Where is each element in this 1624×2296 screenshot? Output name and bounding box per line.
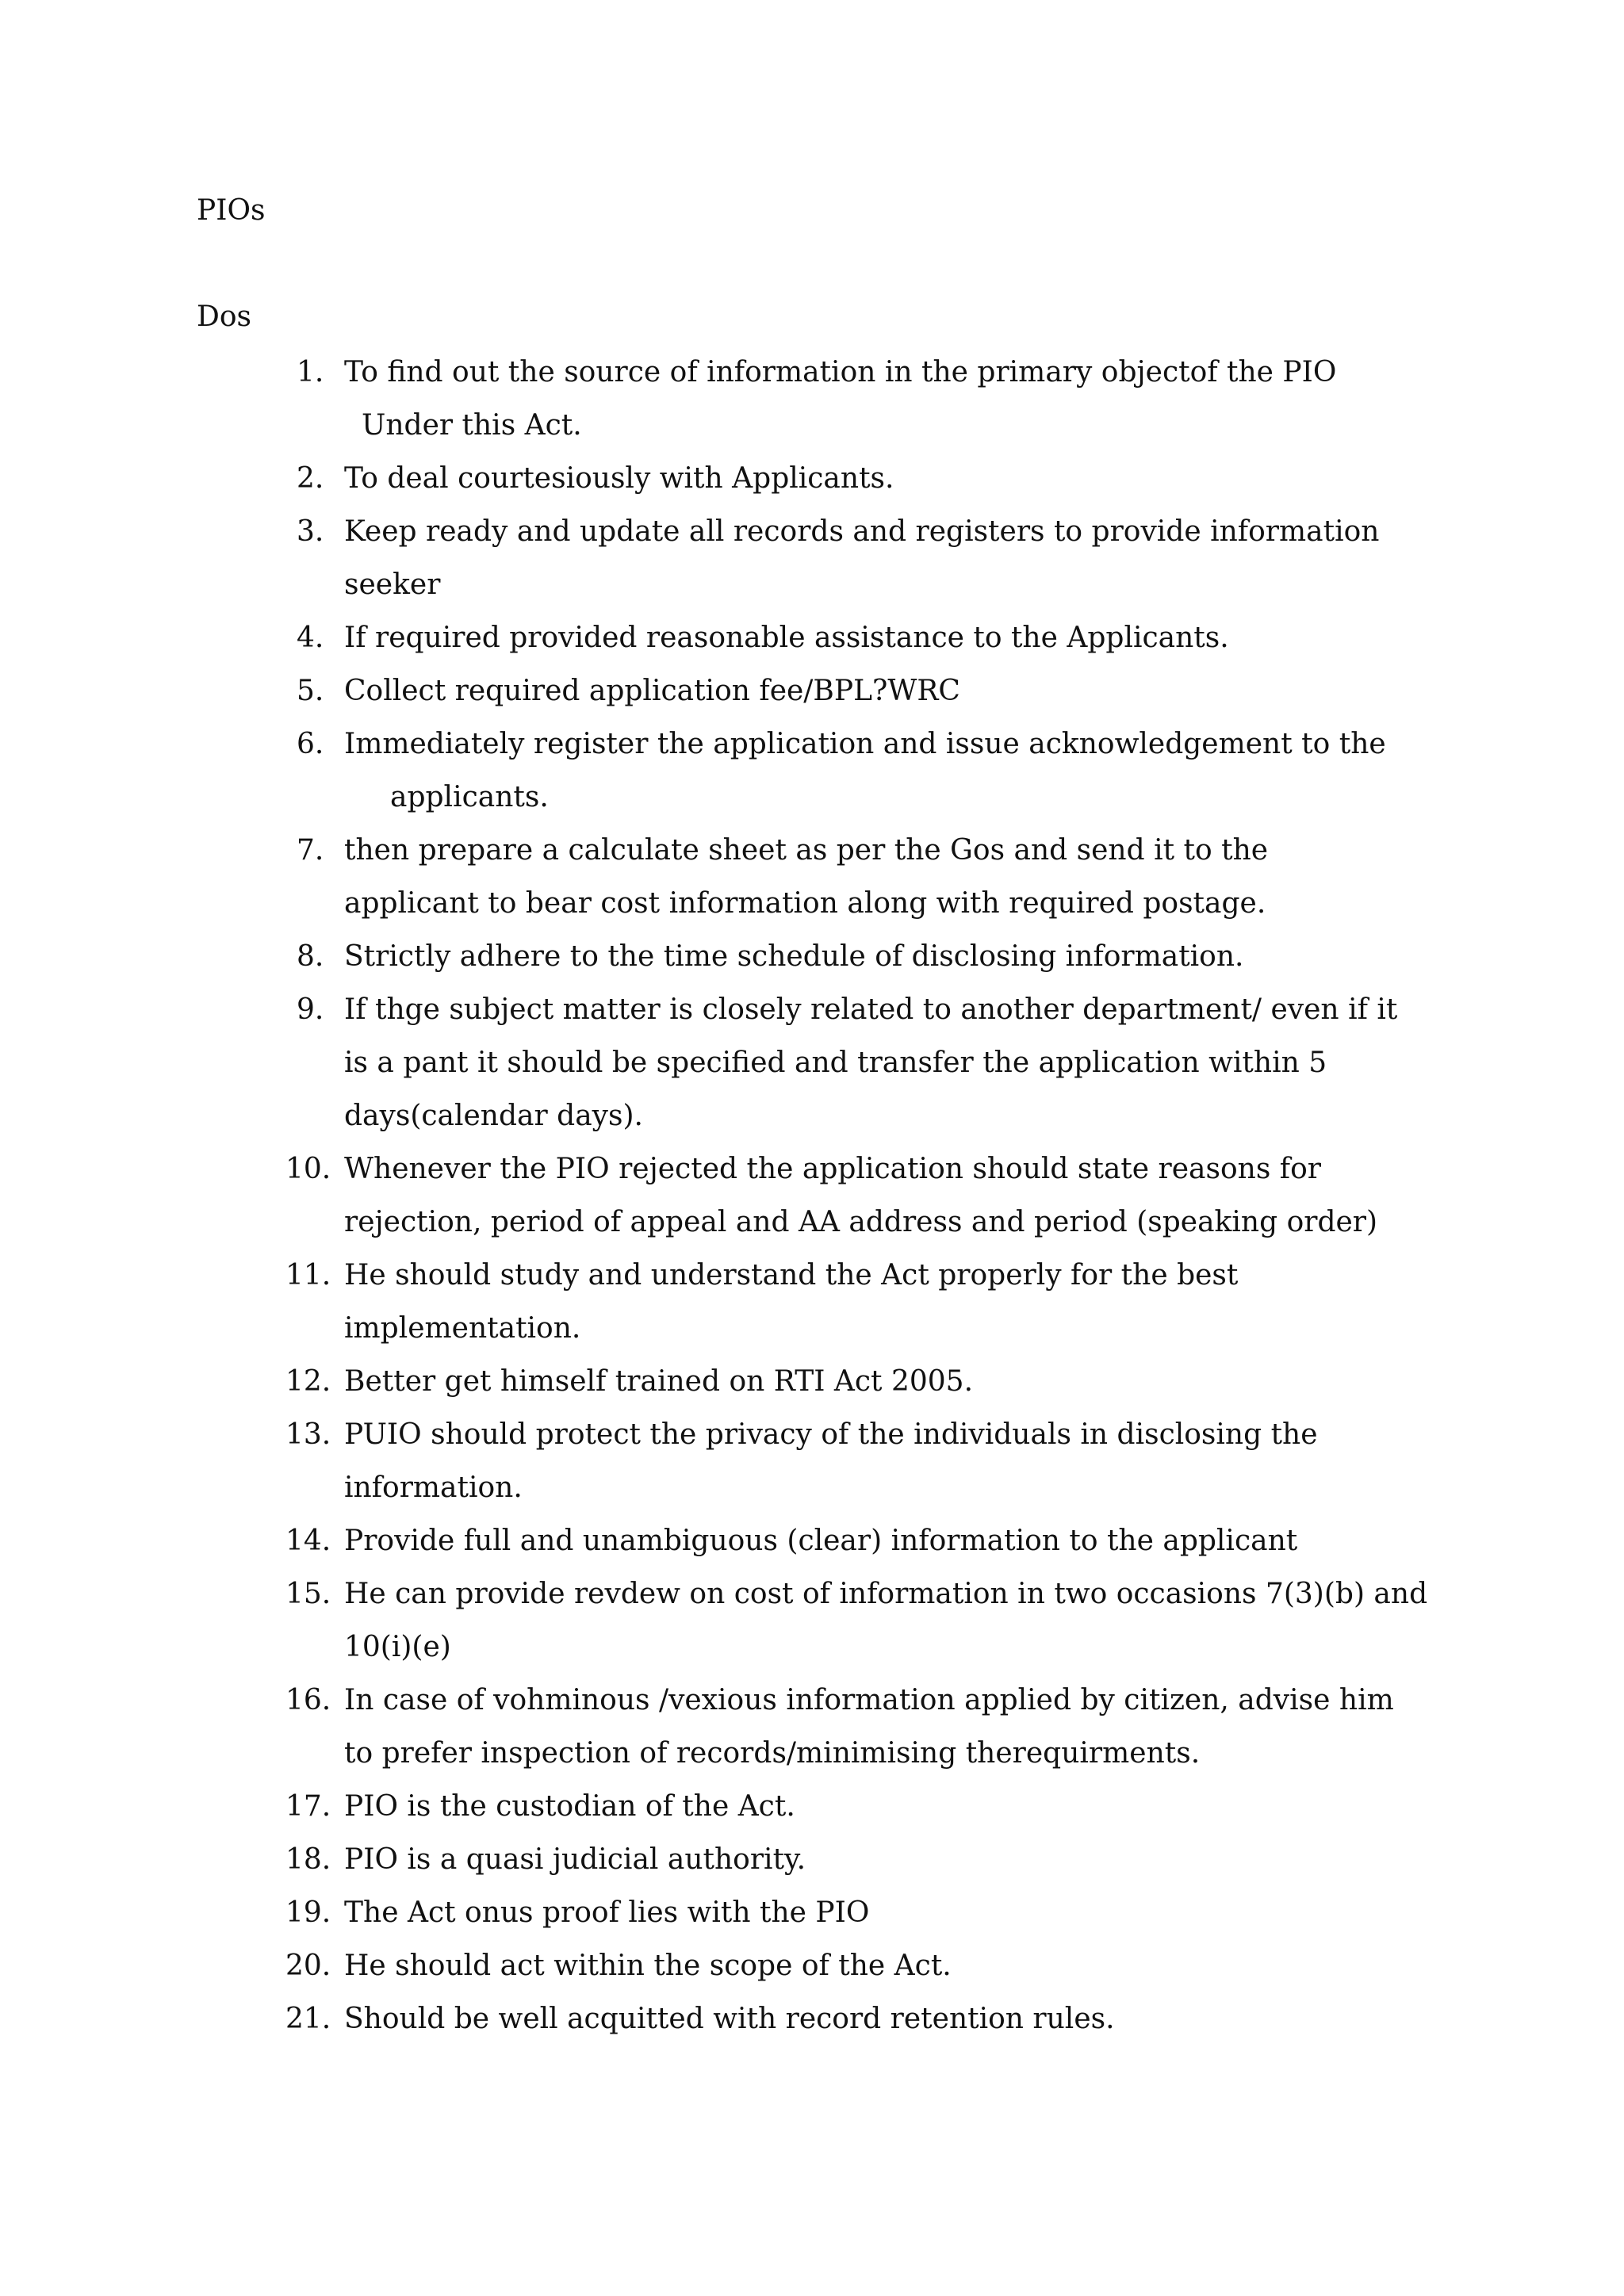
item-number: 16. xyxy=(285,1684,331,1716)
item-text-line: He should study and understand the Act properly for the best xyxy=(344,1259,1239,1292)
list-item xyxy=(285,346,1522,452)
item-number: 14. xyxy=(285,1525,331,1557)
item-text-line: to prefer inspection of records/minimising therequirments. xyxy=(344,1737,1201,1770)
item-number: 18. xyxy=(285,1843,331,1876)
item-number: 6. xyxy=(297,728,324,760)
item-number: 11. xyxy=(285,1259,331,1292)
item-text-line: Should be well acquitted with record retention rules. xyxy=(344,2003,1115,2035)
item-text-line: To find out the source of information in the primary objectof the PIO xyxy=(344,356,1337,388)
list-item xyxy=(285,452,1522,505)
list-item xyxy=(285,824,1522,930)
list-item xyxy=(285,1939,1522,1992)
item-number: 12. xyxy=(285,1365,331,1398)
item-number: 1. xyxy=(297,356,324,388)
item-text-line: If required provided reasonable assistance to the Applicants. xyxy=(344,622,1229,654)
item-number: 4. xyxy=(297,622,324,654)
list-item xyxy=(285,1780,1522,1833)
list-item xyxy=(285,1886,1522,1939)
item-text-line: Strictly adhere to the time schedule of disclosing information. xyxy=(344,940,1244,973)
list-item xyxy=(285,1992,1522,2045)
list-item xyxy=(285,718,1522,824)
item-text-line: Collect required application fee/BPL?WRC xyxy=(344,675,960,707)
item-text-line: Keep ready and update all records and registers to provide information xyxy=(344,515,1380,548)
item-number: 9. xyxy=(297,993,324,1026)
item-text-line: implementation. xyxy=(344,1312,581,1345)
item-text-line: seeker xyxy=(344,568,441,601)
item-text-line: 10(i)(e) xyxy=(344,1631,451,1663)
list-item xyxy=(285,1674,1522,1780)
item-number: 20. xyxy=(285,1950,331,1982)
item-text-line: He should act within the scope of the Act. xyxy=(344,1950,952,1982)
item-text-line: days(calendar days). xyxy=(344,1100,643,1132)
list-item xyxy=(285,1355,1522,1408)
section-heading-dos: Dos xyxy=(197,300,252,333)
list-item xyxy=(285,1514,1522,1567)
item-number: 10. xyxy=(285,1153,331,1185)
item-number: 17. xyxy=(285,1790,331,1823)
item-text-line: If thge subject matter is closely related to another department/ even if it xyxy=(344,993,1398,1026)
item-text-line: rejection, period of appeal and AA address and period (speaking order) xyxy=(344,1206,1378,1238)
item-text-line: PIO is a quasi judicial authority. xyxy=(344,1843,806,1876)
list-item xyxy=(285,505,1522,611)
item-text-line: Better get himself trained on RTI Act 2005. xyxy=(344,1365,974,1398)
list-item xyxy=(285,1408,1522,1514)
item-number: 3. xyxy=(297,515,324,548)
item-text-line: Under this Act. xyxy=(362,409,582,442)
item-number: 7. xyxy=(297,834,324,867)
document-title: PIOs xyxy=(197,194,266,227)
item-text-line: information. xyxy=(344,1471,523,1504)
item-number: 2. xyxy=(297,462,324,495)
list-item xyxy=(285,1249,1522,1355)
item-text-line: PUIO should protect the privacy of the individuals in disclosing the xyxy=(344,1418,1318,1451)
item-number: 15. xyxy=(285,1578,331,1610)
item-number: 21. xyxy=(285,2003,331,2035)
dos-list xyxy=(285,346,1522,2045)
item-text-line: applicant to bear cost information along with required postage. xyxy=(344,887,1266,920)
item-text-line: Whenever the PIO rejected the application should state reasons for xyxy=(344,1153,1321,1185)
list-item xyxy=(285,664,1522,718)
list-item xyxy=(285,1142,1522,1249)
item-text-line: PIO is the custodian of the Act. xyxy=(344,1790,795,1823)
list-item xyxy=(285,983,1522,1142)
list-item xyxy=(285,611,1522,664)
item-text-line: He can provide revdew on cost of information in two occasions 7(3)(b) and xyxy=(344,1578,1428,1610)
item-text-line: applicants. xyxy=(390,781,549,813)
item-text-line: In case of vohminous /vexious information applied by citizen, advise him xyxy=(344,1684,1394,1716)
item-text-line: Provide full and unambiguous (clear) information to the applicant xyxy=(344,1525,1298,1557)
list-item xyxy=(285,930,1522,983)
item-text-line: is a pant it should be specified and transfer the application within 5 xyxy=(344,1047,1327,1079)
item-number: 5. xyxy=(297,675,324,707)
item-text-line: To deal courtesiously with Applicants. xyxy=(344,462,894,495)
item-number: 8. xyxy=(297,940,324,973)
item-text-line: Immediately register the application and issue acknowledgement to the xyxy=(344,728,1386,760)
item-number: 13. xyxy=(285,1418,331,1451)
list-item xyxy=(285,1833,1522,1886)
list-item xyxy=(285,1567,1522,1674)
item-text-line: The Act onus proof lies with the PIO xyxy=(344,1896,870,1929)
item-text-line: then prepare a calculate sheet as per the Gos and send it to the xyxy=(344,834,1269,867)
item-number: 19. xyxy=(285,1896,331,1929)
